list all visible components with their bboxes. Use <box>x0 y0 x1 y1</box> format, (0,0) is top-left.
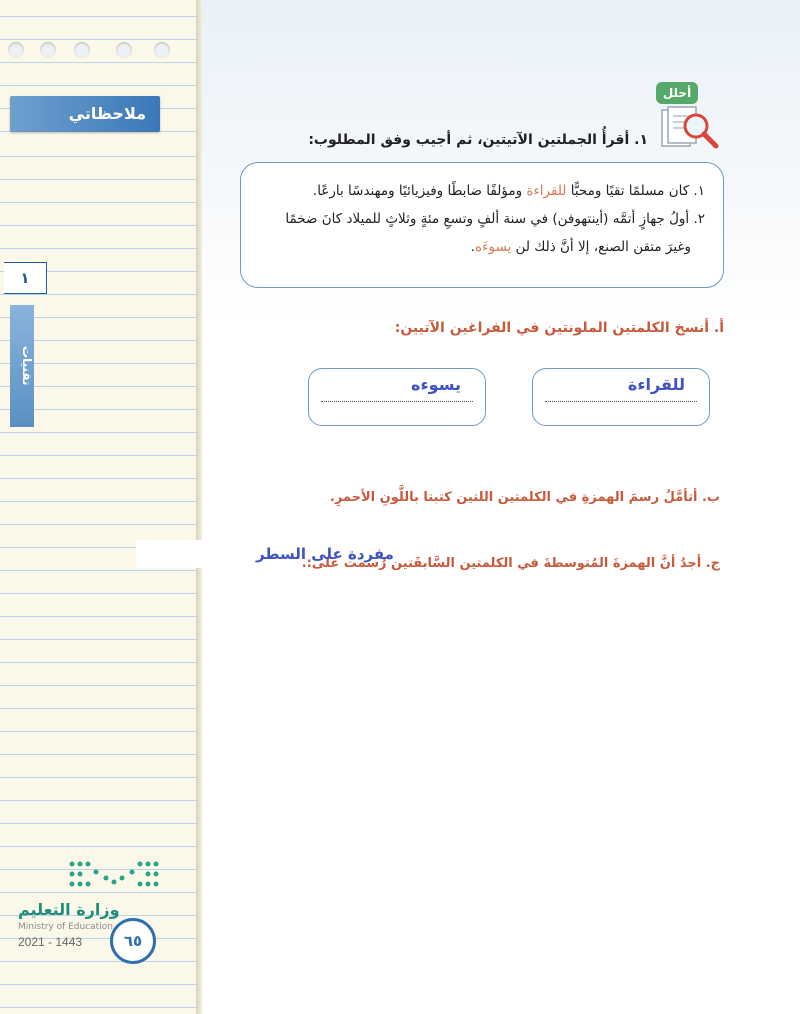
magnifier-document-icon <box>656 104 722 150</box>
notes-title: ملاحظاتي <box>10 96 160 132</box>
unit-number: ١ <box>4 262 47 294</box>
binder-hole <box>154 42 170 58</box>
page-number: ٦٥ <box>110 918 156 964</box>
binder-hole <box>116 42 132 58</box>
answer-fill-area[interactable] <box>136 540 256 568</box>
question-1-prompt: ١. أقرأُ الجملتين الآتيتين، ثم أجيب وفق المطلوب: <box>308 132 648 148</box>
sentence-2-line-2: وغيرَ متقن الصنع، إلا أنَّ ذلك لن يسوءَه. <box>470 239 691 255</box>
analyze-badge: أحلل <box>656 82 698 104</box>
answer-field-1[interactable] <box>532 368 710 426</box>
notes-edge <box>196 0 202 1014</box>
answer-text-1: للقراءة <box>627 375 685 394</box>
year-label: 2021 - 1443 <box>18 935 83 949</box>
ministry-name-ar: وزارة التعليم <box>18 900 120 919</box>
dotted-line <box>321 401 473 402</box>
sentences-box <box>240 162 724 288</box>
highlighted-word-2: يسوءَه <box>475 239 512 255</box>
sentence-1: ١. كان مسلمًا تقيًا ومحبًّا للقراءة ومؤلفًا ضابطًا وفيزيائيًا ومهندسًا بارعًا. <box>312 183 705 199</box>
ministry-logo-icon <box>66 858 162 892</box>
part-c-answer[interactable]: مفردة على السطر <box>256 545 394 563</box>
sentence-2-line-1: ٢. أولُ جهازٍ أتمَّه (أينتهوفن) في سنة ألفٍ وتسعِ مئةٍ وثلاثٍ للميلاد كانَ ضخمًا <box>285 211 705 227</box>
answer-text-2: يسوءه <box>411 375 461 394</box>
highlighted-word-1: للقراءة <box>526 183 567 199</box>
part-c-prompt: ج. أجدُ أنَّ الهمزةَ المُتوسطةَ في الكلمتين السَّابقَتين رُسمت على:. <box>301 556 720 571</box>
notes-margin <box>0 0 200 1014</box>
binder-hole <box>74 42 90 58</box>
ministry-name-en: Ministry of Education <box>18 922 113 932</box>
binder-hole <box>40 42 56 58</box>
dotted-line <box>545 401 697 402</box>
part-b-prompt: ب. أتأمَّلُ رسمَ الهمزةِ في الكلمتين اللتين كتبتا باللَّونِ الأحمرِ. <box>329 490 720 505</box>
unit-name: تقنيات <box>20 346 34 386</box>
part-a-prompt: أ. أنسخ الكلمتين الملونتين في الفراغين الآتيين: <box>394 320 724 336</box>
answer-field-2[interactable] <box>308 368 486 426</box>
binder-hole <box>8 42 24 58</box>
